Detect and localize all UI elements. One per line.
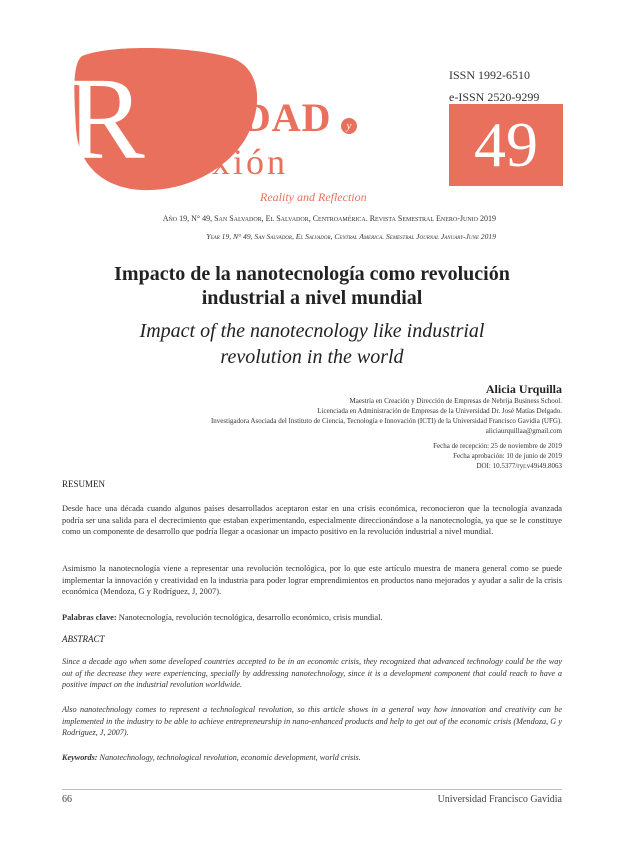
logo-initial: R <box>66 53 145 184</box>
article-dates <box>300 441 562 471</box>
author-name: Alicia Urquilla <box>485 382 562 396</box>
journal-info-english: Year 19, N° 49, San Salvador, El Salvador, Central America. Semestral Journal January-June 2019 <box>206 232 496 241</box>
resumen-keywords <box>62 612 562 624</box>
logo-word-reflexion: eflexión <box>146 142 288 182</box>
footer-divider <box>62 789 562 790</box>
keywords-en: Nanotechnology, technological revolution, economic development, world crisis. <box>99 753 361 762</box>
abstract-paragraph-2: Also nanotechnology comes to represent a technological revolution, so this article shows in a general way how innovation and creativity can be implemented in the industry to be able to achieve entrepreneurship in nano-enhanced products and help to get out of the economic crisis (Mendoza, G y Rodriguez, J, 2007). <box>62 705 562 737</box>
doi[interactable]: DOI: 10.5377/ryr.v49i49.8063 <box>476 462 562 470</box>
title-english-line-1: Impact of the nanotecnology like industrial <box>139 320 485 342</box>
footer-university: Universidad Francisco Gavidia <box>437 794 562 805</box>
abstract-keywords <box>62 752 562 764</box>
resumen-paragraph-1: Desde hace una década cuando algunos países desarrollados aceptaron estar en una crisis económica, reconocieron que la tecnología avanzada podría ser una salida para el decrecimiento que estaban experimentando, especialmente direccionándose a la nanotecnología, ya que se le constituye como un componente de desarrollo que podría llegar a ocasionar un impacto positivo en la revolución industrial a nivel mundial. <box>62 504 562 536</box>
affiliation-line: Investigadora Asociada del Instituto de Ciencia, Tecnología e Innovación (ICTI) de la Universidad Francisco Gavidia (UFG). <box>210 417 562 425</box>
author-affiliations <box>140 396 562 436</box>
keywords-label-es: Palabras clave: <box>62 613 117 622</box>
issue-number-box: 49 <box>449 104 563 186</box>
abstract-paragraph-1: Since a decade ago when some developed countries accepted to be in an economic crisis, they recognized that advanced technology could be the way out of the decrease they were experiencing, specially by addressing nanotechnology, since it is a development component that could reach to have a positive impact on the industrial revolution worldwide. <box>62 657 562 689</box>
title-spanish-line-2: industrial a nivel mundial <box>201 287 423 309</box>
issn-block <box>449 64 539 108</box>
abstract-heading: ABSTRACT <box>62 634 105 644</box>
author-email[interactable]: aliciaurquillaa@gmail.com <box>485 427 562 435</box>
issn-print: ISSN 1992-6510 <box>449 68 531 82</box>
keywords-es: Nanotecnología, revolución tecnológica, desarrollo económico, crisis mundial. <box>118 613 383 622</box>
page-number: 66 <box>62 794 72 805</box>
logo-tagline: Reality and Reflection <box>260 190 367 204</box>
title-spanish-line-1: Impacto de la nanotecnología como revolución <box>114 263 510 285</box>
keywords-label-en: Keywords: <box>62 753 98 762</box>
logo-y-circle: y <box>341 118 357 134</box>
logo-word-realidad: EALIDAD <box>140 95 332 140</box>
affiliation-line: Licenciada en Administración de Empresas de la Universidad Dr. José Matías Delgado. <box>317 407 562 415</box>
title-spanish <box>62 262 562 310</box>
date-approved: Fecha aprobación: 10 de junio de 2019 <box>453 452 562 460</box>
affiliation-line: Maestría en Creación y Dirección de Empresas de Nebrija Business School. <box>349 397 562 405</box>
title-english <box>62 318 562 370</box>
resumen-heading: RESUMEN <box>62 479 106 489</box>
date-received: Fecha de recepción: 25 de noviembre de 2019 <box>433 442 562 450</box>
resumen-paragraph-2: Asimismo la nanotecnología viene a representar una revolución tecnológica, por lo que este artículo muestra de manera general como se puede implementar la innovación y creatividad en la industria para poder lograr emprendimientos en productos nano mejorados y ayudar a salir de la crisis económica (Mendoza, G y Rodríguez, J, 2007). <box>62 564 562 596</box>
issn-electronic: e-ISSN 2520-9299 <box>449 90 540 104</box>
title-english-line-2: revolution in the world <box>220 346 404 368</box>
journal-info-spanish: Año 19, N° 49, San Salvador, El Salvador, Centroamérica. Revista Semestral Enero-Junio 2019 <box>162 214 496 223</box>
